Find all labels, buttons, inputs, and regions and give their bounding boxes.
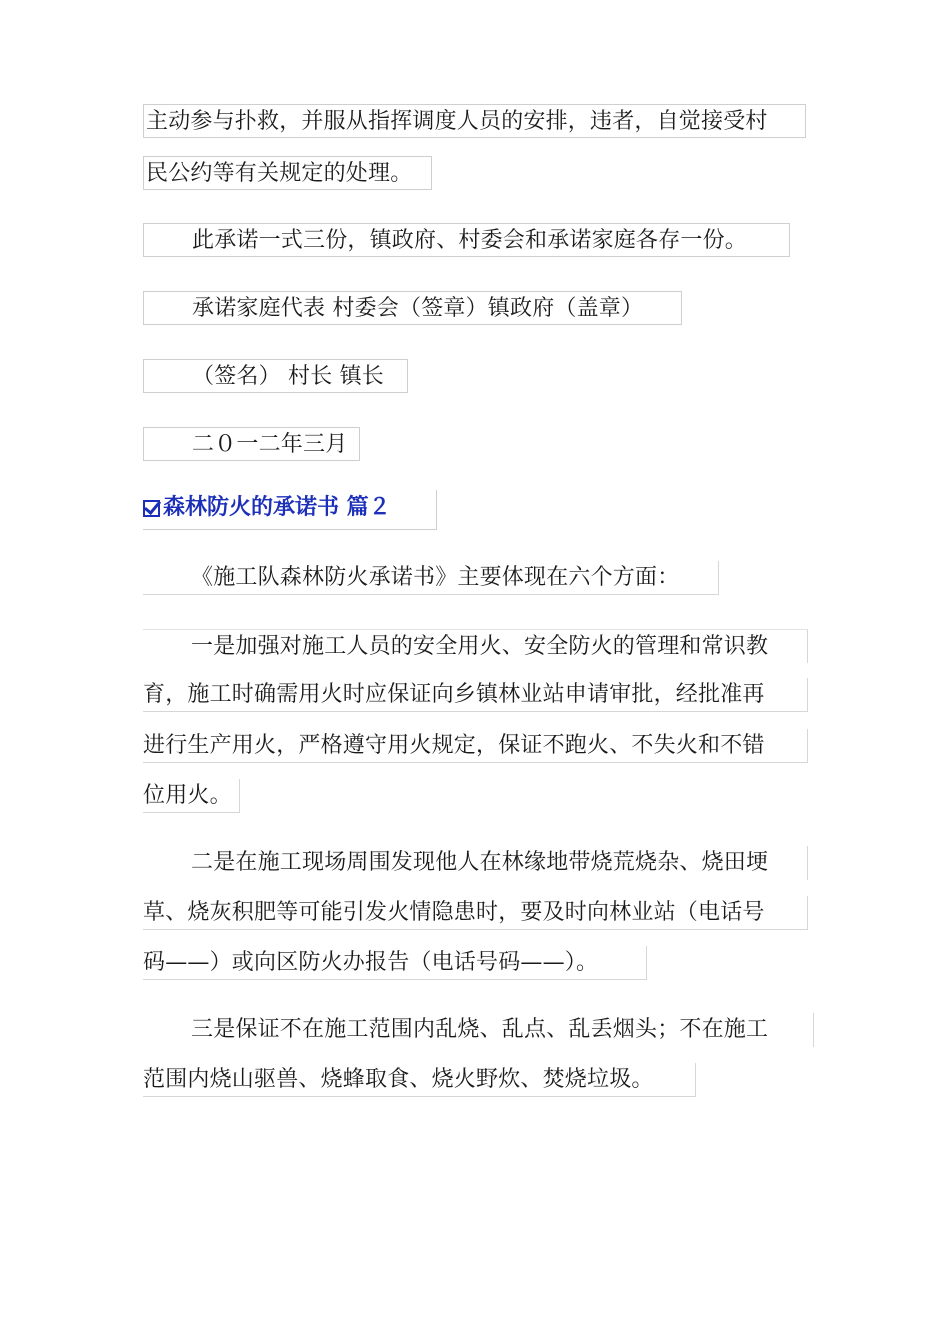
paragraph-line: 三是保证不在施工范围内乱烧、乱点、乱丢烟头；不在施工: [143, 1013, 814, 1047]
paragraph-line: 育，施工时确需用火时应保证向乡镇林业站申请审批，经批准再: [143, 678, 808, 712]
section-heading-text: 森林防火的承诺书 篇２: [163, 495, 391, 520]
paragraph-line: 二是在施工现场周围发现他人在林缘地带烧荒烧杂、烧田埂: [143, 846, 808, 880]
intro-line: 《施工队森林防火承诺书》主要体现在六个方面：: [143, 561, 719, 595]
checkbox-icon: [143, 500, 160, 517]
text-line: 二０一二年三月: [143, 427, 360, 461]
text-line: 此承诺一式三份，镇政府、村委会和承诺家庭各存一份。: [143, 223, 790, 257]
paragraph-line: 进行生产用火，严格遵守用火规定，保证不跑火、不失火和不错: [143, 729, 808, 763]
paragraph-line: 一是加强对施工人员的安全用火、安全防火的管理和常识教: [143, 629, 808, 663]
paragraph-line: 位用火。: [143, 779, 240, 813]
text-line: 民公约等有关规定的处理。: [143, 156, 432, 190]
paragraph-line: 范围内烧山驱兽、烧蜂取食、烧火野炊、焚烧垃圾。: [143, 1063, 696, 1097]
paragraph-line: 码——）或向区防火办报告（电话号码——）。: [143, 946, 647, 980]
text-line: 主动参与扑救，并服从指挥调度人员的安排，违者，自觉接受村: [143, 104, 806, 138]
text-line: 承诺家庭代表 村委会（签章）镇政府（盖章）: [143, 291, 682, 325]
section-heading: [143, 490, 437, 530]
paragraph-line: 草、烧灰积肥等可能引发火情隐患时，要及时向林业站（电话号: [143, 896, 808, 930]
text-line: （签名） 村长 镇长: [143, 359, 408, 393]
